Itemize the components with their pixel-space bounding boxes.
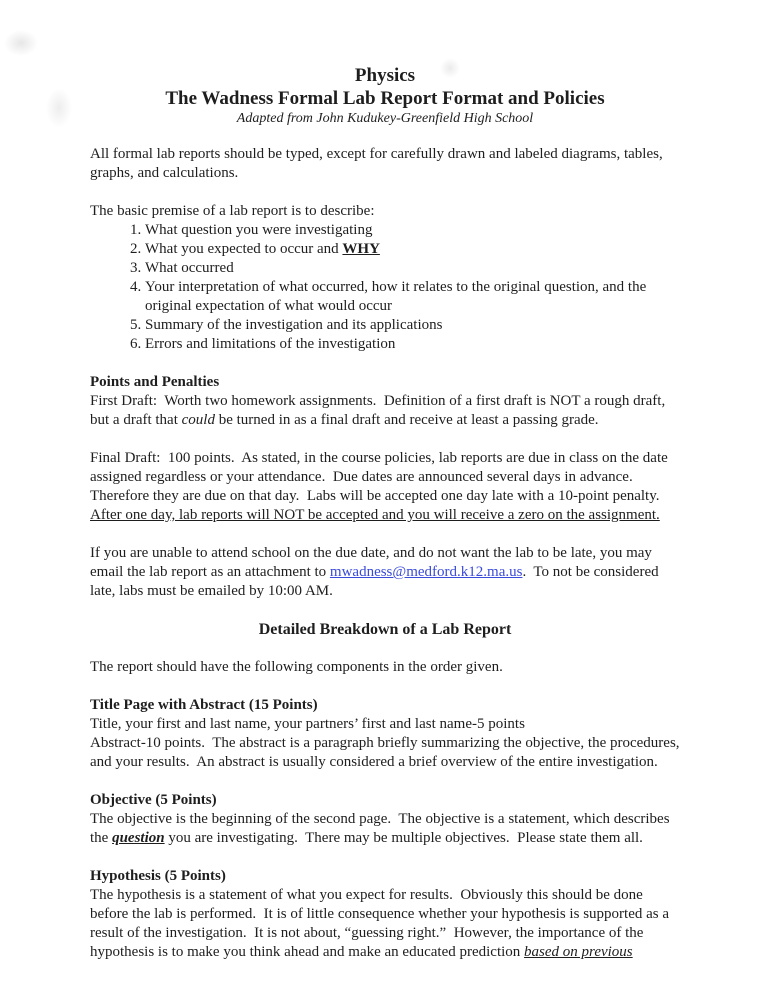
question-emphasis: question (112, 830, 165, 846)
list-item (145, 278, 680, 316)
scan-artifact (46, 88, 72, 128)
intro-text: All formal lab reports should be typed, except for carefully drawn and labeled diagrams, tables, graphs, and calculations. (90, 146, 667, 181)
list-item-text: What you expected to occur and (145, 241, 343, 257)
hypothesis-text: The hypothesis is a statement of what you expect for results. Obviously this should be done before the lab is performed. It is of little consequence whether your hypothesis is supported as a result of the investigation. It is not about, “guessing right.” However, the importance of the hypothesis is to make you think ahead and make an educated prediction (90, 887, 673, 960)
premise-lead-text: The basic premise of a lab report is to describe: (90, 203, 375, 219)
document-title: The Wadness Formal Lab Report Format and Policies (165, 88, 605, 109)
email-text: If you are unable to attend school on the due date, and do not want the lab to be late, you may email the lab report as an attachment to (90, 545, 656, 580)
course-title: Physics (354, 65, 416, 86)
section-heading-title-page: Title Page with Abstract (15 Points) (90, 697, 318, 713)
list-item-text: Errors and limitations of the investigation (145, 336, 396, 352)
first-draft-text-end: be turned in as a final draft and receive at least a passing grade. (214, 412, 599, 428)
section-heading-detailed-breakdown: Detailed Breakdown of a Lab Report (258, 621, 512, 638)
section-heading-objective: Objective (5 Points) (90, 792, 217, 808)
list-item-text: Summary of the investigation and its applications (145, 317, 443, 333)
list-item-text: What occurred (145, 260, 234, 276)
title-page-line2-text: Abstract-10 points. The abstract is a paragraph briefly summarizing the objective, the procedures, and your results. An abstract is usually considered a brief overview of the entire investigation. (90, 735, 684, 770)
email-link[interactable]: mwadness@medford.k12.ma.us (329, 564, 523, 580)
section-heading-hypothesis: Hypothesis (5 Points) (90, 868, 226, 884)
title-page-line1-text: Title, your first and last name, your partners’ first and last name-5 points (90, 716, 525, 732)
scan-artifact (4, 30, 38, 56)
list-item (145, 221, 680, 240)
title-page-line1 (90, 715, 680, 734)
email-text-end: . To not be considered late, labs must be emailed by 10:00 AM. (90, 564, 663, 599)
based-on-previous-emphasis: based on previous (524, 944, 633, 960)
late-policy-emphasis: After one day, lab reports will NOT be accepted and you will receive a zero on the assignment. (90, 507, 660, 523)
objective-paragraph (90, 810, 680, 848)
list-item (145, 240, 680, 259)
premise-list (90, 221, 680, 354)
final-draft-text: Final Draft: 100 points. As stated, in the course policies, lab reports are due in class on the date assigned regardless or your attendance. Due dates are announced several days in advance. Therefore they are due on that day. Labs will be accepted one day late with a 10-point penalty. (90, 450, 672, 504)
section-heading-points-penalties: Points and Penalties (90, 374, 220, 390)
breakdown-lead-text: The report should have the following components in the order given. (90, 659, 503, 675)
first-draft-text: First Draft: Worth two homework assignments. Definition of a first draft is NOT a rough draft, but a draft that (90, 393, 669, 428)
objective-text: The objective is the beginning of the second page. The objective is a statement, which describes the (90, 811, 674, 846)
list-item (145, 316, 680, 335)
list-item (145, 259, 680, 278)
intro-paragraph (90, 145, 680, 183)
title-page-line2 (90, 734, 684, 772)
list-item (145, 335, 680, 354)
list-item-text: What question you were investigating (145, 222, 373, 238)
why-emphasis: WHY (342, 241, 380, 257)
list-item-text: Your interpretation of what occurred, how it relates to the original question, and the original expectation of what would occur (145, 279, 651, 314)
document-header (90, 64, 680, 128)
objective-text-end: you are investigating. There may be multiple objectives. Please state them all. (164, 830, 643, 846)
final-draft-paragraph (90, 449, 680, 525)
document-subtitle: Adapted from John Kudukey-Greenfield High School (236, 111, 534, 126)
could-emphasis: could (181, 412, 215, 428)
email-paragraph (90, 544, 680, 601)
premise-lead (90, 202, 680, 221)
hypothesis-paragraph (90, 886, 680, 962)
breakdown-lead-paragraph (90, 658, 680, 677)
first-draft-paragraph (90, 392, 680, 430)
